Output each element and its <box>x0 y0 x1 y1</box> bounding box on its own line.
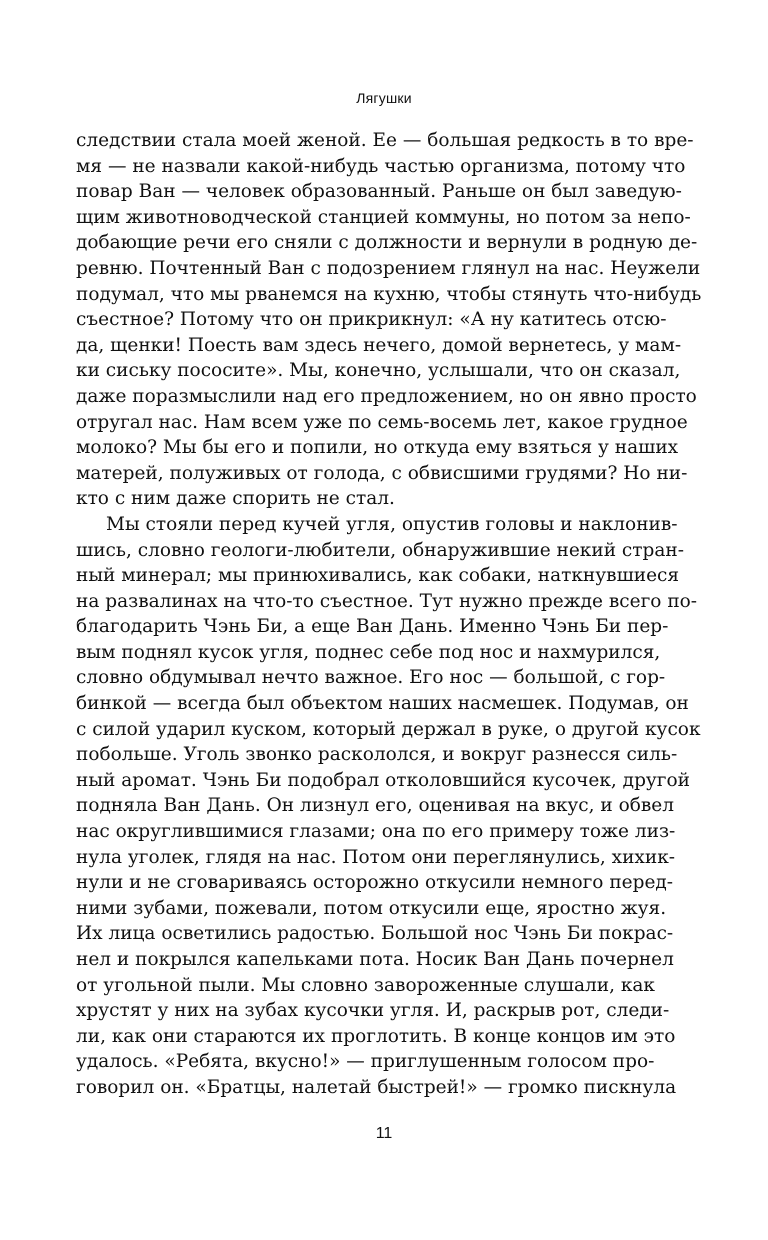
text-line: кто с ним даже спорить не стал. <box>76 488 395 510</box>
text-line: нули и не сговариваясь осторожно откусили немного перед- <box>76 872 674 894</box>
text-line: хрустят у них на зубах кусочки угля. И, раскрыв рот, следи- <box>76 1000 670 1022</box>
text-line: даже поразмыслили над его предложением, но он явно просто <box>76 385 697 407</box>
text-line: следствии стала моей женой. Ее — большая редкость в то вре- <box>76 130 694 151</box>
text-line: бинкой — всегда был объектом наших насмешек. Подумав, он <box>76 693 689 715</box>
text-line: матерей, полуживых от голода, с обвисшими грудями? Но ни- <box>76 462 688 484</box>
body-text <box>76 128 702 1101</box>
page-number: 11 <box>375 1125 393 1142</box>
text-line: ный аромат. Чэнь Би подобрал отколовшийся кусочек, другой <box>76 769 690 791</box>
text-line: ли, как они стараются их проглотить. В конце концов им это <box>76 1025 676 1047</box>
text-line: повар Ван — человек образованный. Раньше он был заведую- <box>76 181 682 203</box>
text-line: шись, словно геологи-любители, обнаружившие некий стран- <box>76 539 684 561</box>
text-line: благодарить Чэнь Би, а еще Ван Дань. Именно Чэнь Би пер- <box>76 616 669 638</box>
text-line: добающие речи его сняли с должности и вернули в родную де- <box>76 232 698 254</box>
text-line: да, щенки! Поесть вам здесь нечего, домой вернетесь, у мам- <box>76 334 682 356</box>
text-line: Их лица осветились радостью. Большой нос Чэнь Би покрас- <box>76 923 674 945</box>
text-line: щим животноводческой станцией коммуны, но потом за непо- <box>76 206 691 228</box>
running-title: Лягушки <box>356 90 412 106</box>
text-line: побольше. Уголь звонко раскололся, и вокруг разнесся силь- <box>76 744 678 766</box>
text-line: ревню. Почтенный Ван с подозрением глянул на нас. Неужели <box>76 257 701 279</box>
text-line: говорил он. «Братцы, налетай быстрей!» — громко пискнула <box>76 1076 677 1098</box>
text-line: нел и покрылся капельками пота. Носик Ван Дань почернел <box>76 949 674 970</box>
text-line: ними зубами, пожевали, потом откусили еще, яростно жуя. <box>76 897 667 919</box>
text-line: мя — не назвали какой-нибудь частью организма, потому что <box>76 155 686 177</box>
text-line: на развалинах на что-то съестное. Тут нужно прежде всего по- <box>76 590 698 612</box>
text-line: ки сиську пососите». Мы, конечно, услышали, что он сказал, <box>76 360 681 382</box>
text-line: подняла Ван Дань. Он лизнул его, оценивая на вкус, и обвел <box>76 795 674 817</box>
text-line: Мы стояли перед кучей угля, опустив головы и наклонив- <box>106 513 678 535</box>
text-line: ный минерал; мы принюхивались, как собаки, наткнувшиеся <box>76 565 680 587</box>
text-line: подумал, что мы рванемся на кухню, чтобы стянуть что-нибудь <box>76 283 702 305</box>
text-line: словно обдумывал нечто важное. Его нос — большой, с гор- <box>76 667 666 689</box>
text-line: молоко? Мы бы его и попили, но откуда ему взяться у наших <box>76 437 679 459</box>
text-line: удалось. «Ребята, вкусно!» — приглушенным голосом про- <box>76 1051 655 1073</box>
text-line: нас округлившимися глазами; она по его примеру тоже лиз- <box>76 821 676 843</box>
text-line: нула уголек, глядя на нас. Потом они переглянулись, хихик- <box>76 846 676 868</box>
text-line: отругал нас. Нам всем уже по семь-восемь лет, какое грудное <box>76 411 688 433</box>
text-line: от угольной пыли. Мы словно завороженные слушали, как <box>76 974 655 996</box>
text-line: вым поднял кусок угля, поднес себе под нос и нахмурился, <box>76 641 661 663</box>
text-line: съестное? Потому что он прикрикнул: «А ну катитесь отсю- <box>76 309 667 331</box>
text-line: с силой ударил куском, который держал в руке, о другой кусок <box>76 718 701 740</box>
